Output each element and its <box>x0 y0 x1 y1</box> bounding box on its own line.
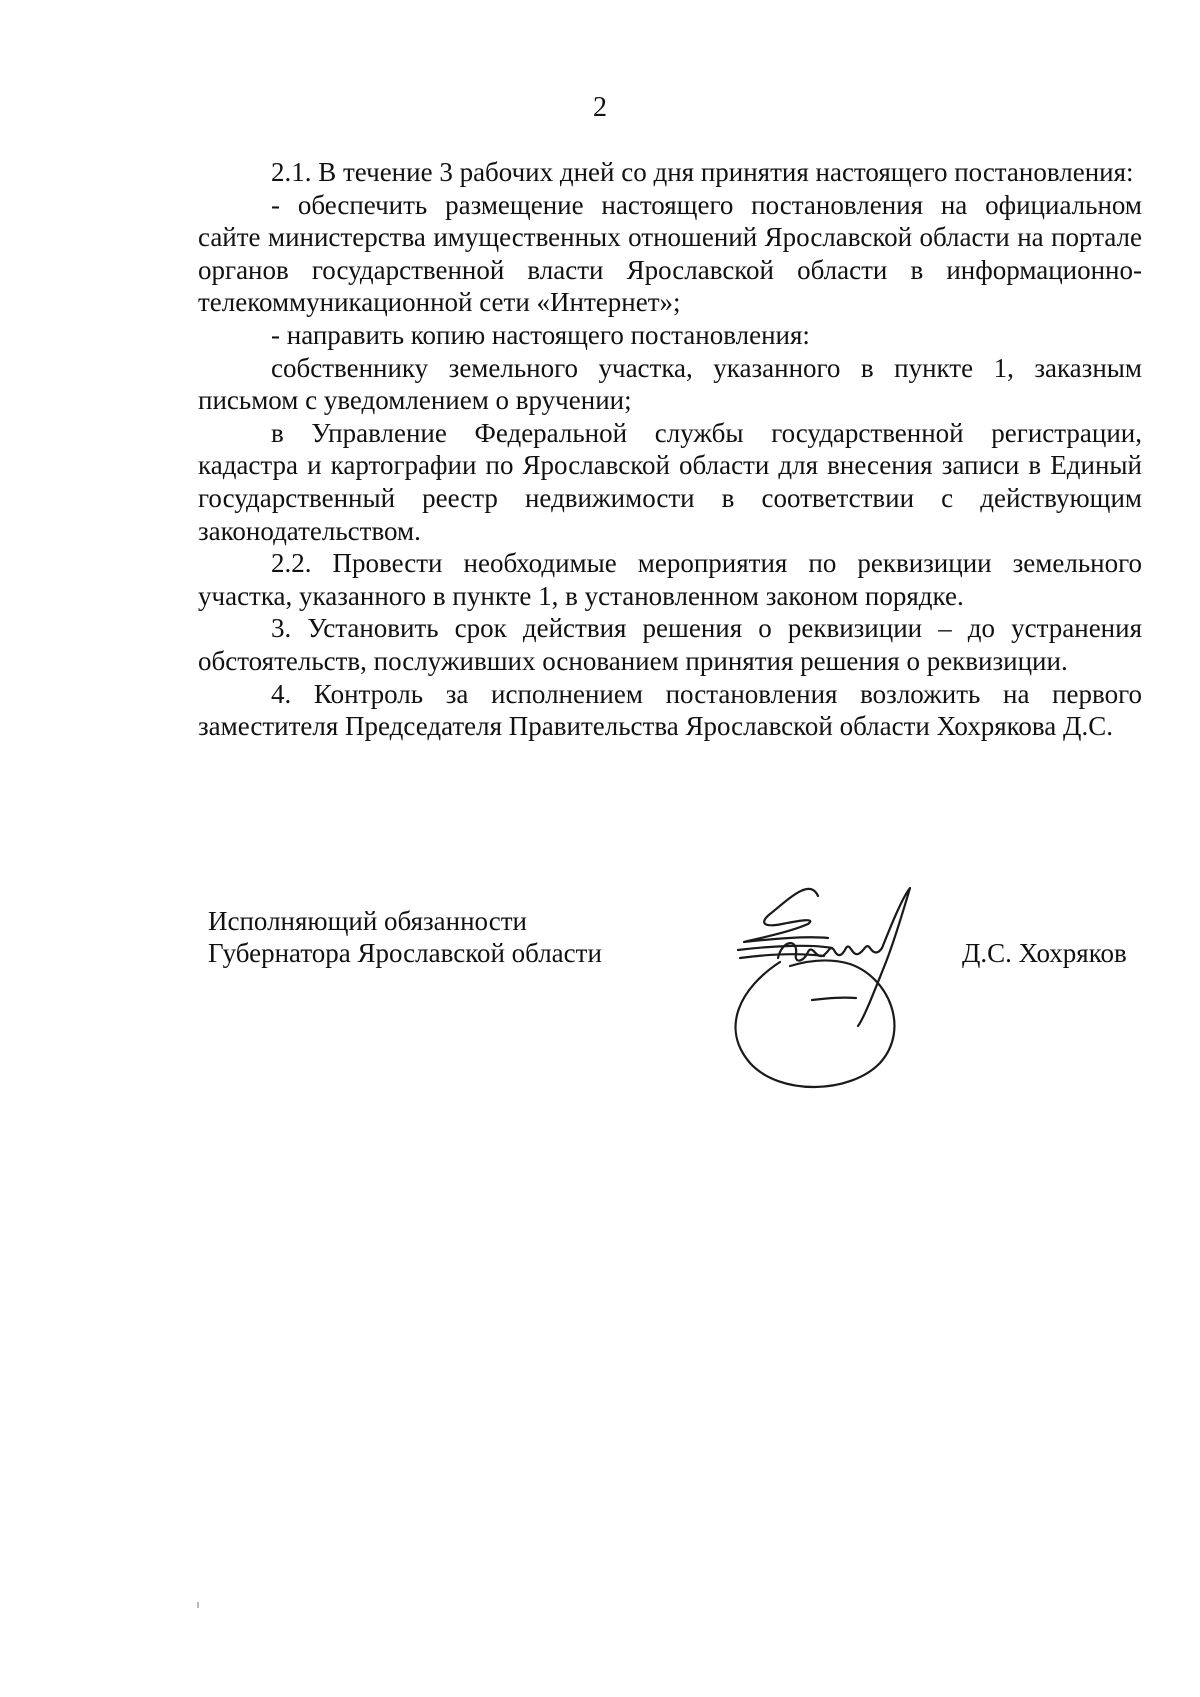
handwritten-signature <box>720 858 980 1098</box>
signatory-position <box>208 905 602 969</box>
paragraph-send-copy: - направить копию настоящего постановления: <box>271 319 810 350</box>
document-body <box>198 156 1142 743</box>
paragraph-publish: - обеспечить размещение настоящего постановления на официальном сайте министерства имущественных отношений Ярославской области на портале органов государственной власти Ярославской области в информационно-телекоммуникационной сети «Интернет»; <box>198 189 1142 318</box>
paragraph-2-2: 2.2. Провести необходимые мероприятия по реквизиции земельного участка, указанного в пункте 1, в установленном законом порядке. <box>198 548 1142 611</box>
paragraph-rosreestr: в Управление Федеральной службы государственной регистрации, кадастра и картографии по Ярославской области для внесения записи в Единый государственный реестр недвижимости в соответствии с действующим законодательством. <box>198 417 1142 546</box>
signatory-position-line1: Исполняющий обязанности <box>208 906 527 936</box>
signatory-position-line2: Губернатора Ярославской области <box>208 938 602 968</box>
paragraph-4: 4. Контроль за исполнением постановления возложить на первого заместителя Председателя Правительства Ярославской области Хохрякова Д.С. <box>198 678 1142 742</box>
paragraph-3: 3. Установить срок действия решения о реквизиции – до устранения обстоятельств, послуживших основанием принятия решения о реквизиции. <box>198 613 1142 676</box>
signatory-name: Д.С. Хохряков <box>962 938 1127 968</box>
page-number: 2 <box>593 92 607 123</box>
paragraph-2-1: 2.1. В течение 3 рабочих дней со дня принятия настоящего постановления: <box>271 157 1134 187</box>
scan-speck <box>197 1602 199 1608</box>
paragraph-owner: собственнику земельного участка, указанного в пункте 1, заказным письмом с уведомлением о вручении; <box>198 352 1142 416</box>
